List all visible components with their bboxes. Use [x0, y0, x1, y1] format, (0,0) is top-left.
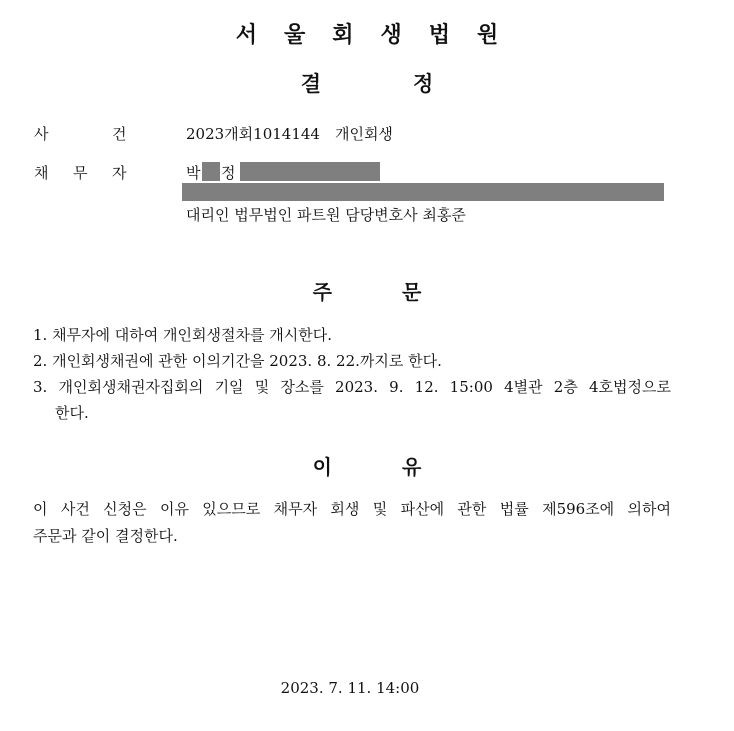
section-title-char: 문 [402, 280, 422, 304]
debtor-name-last: 정 [221, 164, 236, 182]
document-type-char: 결 [300, 72, 321, 96]
debtor-representative: 대리인 법무법인 파트원 담당변호사 최홍준 [186, 206, 466, 224]
reason-text-line: 주문과 같이 결정한다. [33, 527, 178, 545]
debtor-label-char: 자 [112, 164, 127, 182]
case-number: 2023개회1014144 개인회생 [186, 125, 393, 143]
court-name: 서울회생법원 [235, 23, 526, 48]
redaction-block [240, 162, 380, 181]
document-type-title [0, 68, 734, 98]
decision-date: 2023. 7. 11. 14:00 [280, 679, 420, 697]
order-section-title [0, 276, 734, 305]
case-label-char: 사 [34, 125, 49, 143]
redaction-block-address [182, 183, 664, 201]
debtor-label-char: 채 [34, 164, 49, 182]
section-title-char: 유 [402, 455, 422, 479]
debtor-name-first: 박 [186, 164, 201, 182]
order-item: 1. 채무자에 대하여 개인회생절차를 개시한다. [33, 326, 332, 344]
section-title-char: 이 [312, 455, 332, 479]
reason-text-line: 이 사건 신청은 이유 있으므로 채무자 회생 및 파산에 관한 법률 제596조에 의하여 [33, 500, 671, 518]
debtor-label-char: 무 [73, 164, 88, 182]
document-type-char: 정 [413, 72, 434, 96]
order-item: 2. 개인회생채권에 관한 이의기간을 2023. 8. 22.까지로 한다. [33, 352, 442, 370]
order-item-continuation: 한다. [55, 404, 89, 422]
order-item: 3. 개인회생채권자집회의 기일 및 장소를 2023. 9. 12. 15:00 4별관 2층 4호법정으로 [33, 378, 671, 396]
section-title-char: 주 [312, 280, 332, 304]
redaction-block [202, 162, 220, 181]
case-label-char: 건 [112, 125, 127, 143]
reason-section-title [0, 451, 734, 480]
